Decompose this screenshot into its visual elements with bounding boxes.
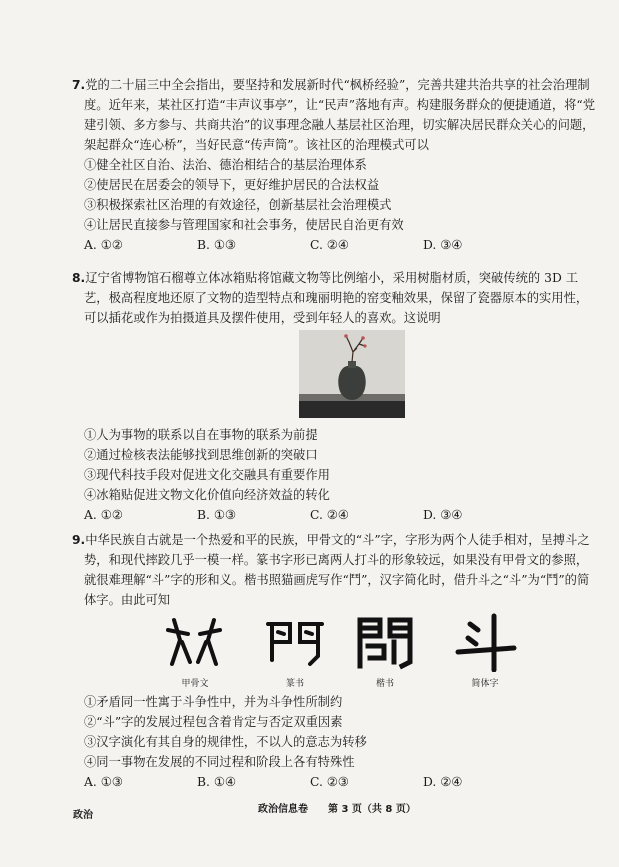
q7-choice-d[interactable]: D. ③④ xyxy=(423,238,463,252)
q9-option-3: ③汉字演化有其自身的规律性，不以人的意志为转移 xyxy=(84,735,367,749)
q8-choice-c[interactable]: C. ②④ xyxy=(310,508,349,522)
question-8 xyxy=(72,268,596,328)
q8-choice-a[interactable]: A. ①② xyxy=(84,508,123,522)
footer-page-info: 政治信息卷 第 3 页（共 8 页） xyxy=(258,804,416,815)
q8-choice-d[interactable]: D. ③④ xyxy=(423,508,463,522)
seal-dou-glyph xyxy=(260,612,330,672)
q7-choice-c[interactable]: C. ②④ xyxy=(310,238,349,252)
q8-choice-b[interactable]: B. ①③ xyxy=(197,508,236,522)
q7-choice-b[interactable]: B. ①③ xyxy=(197,238,236,252)
question-8-options xyxy=(84,425,596,525)
question-9-stem xyxy=(72,530,596,610)
q9-choice-b[interactable]: B. ①④ xyxy=(197,775,236,789)
q8-option-4: ④冰箱贴促进文物文化价值向经济效益的转化 xyxy=(84,488,330,502)
question-9-stem-text: 中华民族自古就是一个热爱和平的民族，甲骨文的“斗”字，字形为两个人徒手相对，呈搏斗之势，和现代摔跤几乎一模一样。篆书字形已离两人打斗的形象较远，如果没有甲骨文的参照，就很难理解“斗”字的形和义。楷书照猫画虎写作“鬥”，汉字简化时，借升斗之“斗”为“鬥”的简体字。由此可知 xyxy=(84,533,590,607)
q9-choice-c[interactable]: C. ②③ xyxy=(310,775,349,789)
q8-option-3: ③现代科技手段对促进文化交融具有重要作用 xyxy=(84,468,330,482)
q9-option-1: ①矛盾同一性寓于斗争性中，并为斗争性所制约 xyxy=(84,695,343,709)
caption-simplified: 简体字 xyxy=(471,679,499,689)
q7-choice-a[interactable]: A. ①② xyxy=(84,238,123,252)
dou-character-evolution xyxy=(150,612,550,692)
question-7-stem xyxy=(72,75,596,155)
caption-regular: 楷书 xyxy=(375,679,394,689)
q9-choice-a[interactable]: A. ①③ xyxy=(84,775,123,789)
question-9-number: 9. xyxy=(72,533,86,547)
q7-option-3: ③积极探索社区治理的有效途径，创新基层社会治理模式 xyxy=(84,198,392,212)
regular-dou-glyph xyxy=(350,612,420,672)
oracle-bone-dou-glyph xyxy=(160,612,230,672)
q8-option-2: ②通过检核表法能够找到思维创新的突破口 xyxy=(84,448,318,462)
pomegranate-vase-photo xyxy=(299,330,405,418)
q9-choice-d[interactable]: D. ②④ xyxy=(423,775,463,789)
q7-choices xyxy=(84,235,536,255)
q7-option-1: ①健全社区自治、法治、德治相结合的基层治理体系 xyxy=(84,158,367,172)
q8-choices xyxy=(84,505,536,525)
simplified-dou-glyph xyxy=(450,612,520,672)
question-7-stem-text: 党的二十届三中全会指出，要坚持和发展新时代“枫桥经验”，完善共建共治共享的社会治理制度。近年来，某社区打造“丰声议事亭”，让“民声”落地有声。构建服务群众的便捷通道，将“党建引领、多方参与、共商共治”的议事理念融人基层社区治理，切实解决居民群众关心的问题，架起群众“连心桥”，当好民意“传声筒”。该社区的治理模式可以 xyxy=(84,78,596,152)
caption-oracle: 甲骨文 xyxy=(181,679,209,689)
q9-choices xyxy=(84,772,536,792)
question-8-stem-text: 辽宁省博物馆石榴尊立体冰箱贴将馆藏文物等比例缩小，采用树脂材质，突破传统的 3D 工艺，极高程度地还原了文物的造型特点和瑰丽明艳的窑变釉效果，保留了瓷器原本的实用性，可以插花或作为拍摄道具及摆件使用，受到年轻人的喜欢。这说明 xyxy=(84,271,589,325)
question-7 xyxy=(72,75,596,255)
caption-seal: 篆书 xyxy=(285,679,304,689)
question-9 xyxy=(72,530,596,610)
q9-option-2: ②“斗”字的发展过程包含着肯定与否定双重因素 xyxy=(84,715,343,729)
q8-option-1: ①人为事物的联系以自在事物的联系为前提 xyxy=(84,428,318,442)
question-7-number: 7. xyxy=(72,78,86,92)
q9-option-4: ④同一事物在发展的不同过程和阶段上各有特殊性 xyxy=(84,755,355,769)
footer-subject: 政治 xyxy=(73,810,93,821)
question-8-number: 8. xyxy=(72,271,86,285)
q7-option-2: ②使居民在居委会的领导下，更好维护居民的合法权益 xyxy=(84,178,380,192)
q7-option-4: ④让居民直接参与管理国家和社会事务，使居民自治更有效 xyxy=(84,218,404,232)
question-8-stem xyxy=(72,268,596,328)
question-9-options xyxy=(84,692,596,792)
